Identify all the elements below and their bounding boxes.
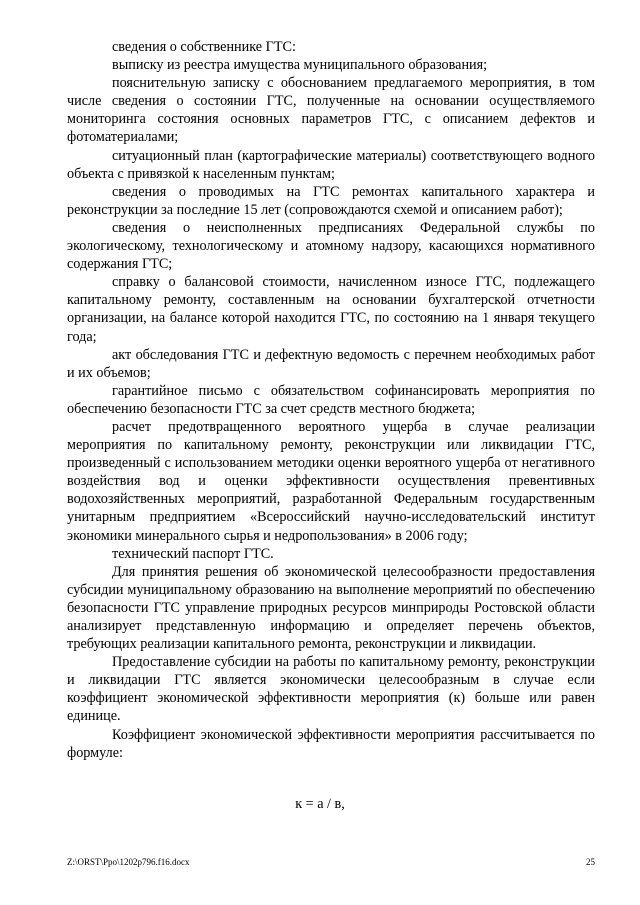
list-item-inspection-act: акт обследования ГТС и дефектную ведомость с перечнем необходимых работ и их объемов;: [67, 346, 595, 381]
formula: к = а / в,: [295, 796, 345, 812]
list-item-balance-certificate: справку о балансовой стоимости, начисленном износе ГТС, подлежащего капитальному ремонту, составленным на основании бухгалтерской отчетности организации, на балансе которой находится ГТС, по состоянию на 1 января текущего года;: [67, 274, 595, 345]
page-footer: [67, 857, 595, 867]
page-number: 25: [586, 857, 595, 867]
list-item-technical-passport: технический паспорт ГТС.: [112, 545, 274, 562]
list-item-registry-extract: выписку из реестра имущества муниципального образования;: [112, 57, 488, 74]
paragraph-coefficient-intro: Коэффициент экономической эффективности мероприятия рассчитывается по формуле:: [67, 726, 595, 761]
paragraph-subsidy-condition: Предоставление субсидии на работы по капитальному ремонту, реконструкции и ликвидации ГТС является экономически целесообразным в случае если коэффициент экономической эффективности мероприятия (к) больше или равен единице.: [67, 654, 595, 725]
list-item-situational-plan: ситуационный план (картографические материалы) соответствующего водного объекта с привязкой к населенным пунктам;: [67, 147, 595, 182]
list-item-damage-calculation: расчет предотвращенного вероятного ущерба в случае реализации мероприятия по капитальному ремонту, реконструкции или ликвидации ГТС, произведенный с использованием методики оценки вероятного ущерба от негативного воздействия вод и оценки эффективности осуществления превентивных водохозяйственных мероприятий, разработанной Федеральным государственным унитарным предприятием «Всероссийский научно-исследовательский институт экономики минерального сырья и недропользования» в 2006 году;: [67, 418, 595, 544]
list-item-guarantee-letter: гарантийное письмо с обязательством софинансировать мероприятия по обеспечению безопасности ГТС за счет средств местного бюджета;: [67, 382, 595, 417]
footer-file-path: Z:\ORST\Ppo\1202p796.f16.docx: [67, 857, 190, 867]
list-item-owner-info: сведения о собственнике ГТС:: [112, 39, 296, 55]
paragraph-decision-procedure: Для принятия решения об экономической целесообразности предоставления субсидии муниципальному образованию на выполнение мероприятий по обеспечению безопасности ГТС управление природных ресурсов минприроды Ростовской области анализирует представленную информацию и определяет перечень объектов, требующих реализации капитального ремонта, реконструкции и ликвидации.: [67, 563, 595, 653]
list-item-repairs-info: сведения о проводимых на ГТС ремонтах капитального характера и реконструкции за последние 15 лет (сопровождаются схемой и описанием работ);: [67, 183, 595, 218]
list-item-explanatory-note: пояснительную записку с обоснованием предлагаемого мероприятия, в том числе сведения о состоянии ГТС, полученные на основании осуществляемого мониторинга состояния основных параметров ГТС, с описанием дефектов и фотоматериалами;: [67, 75, 595, 146]
list-item-unfulfilled-orders: сведения о неисполненных предписаниях Федеральной службы по экологическому, технологическому и атомному надзору, касающихся нормативного содержания ГТС;: [67, 219, 595, 273]
document-body: [67, 38, 595, 762]
